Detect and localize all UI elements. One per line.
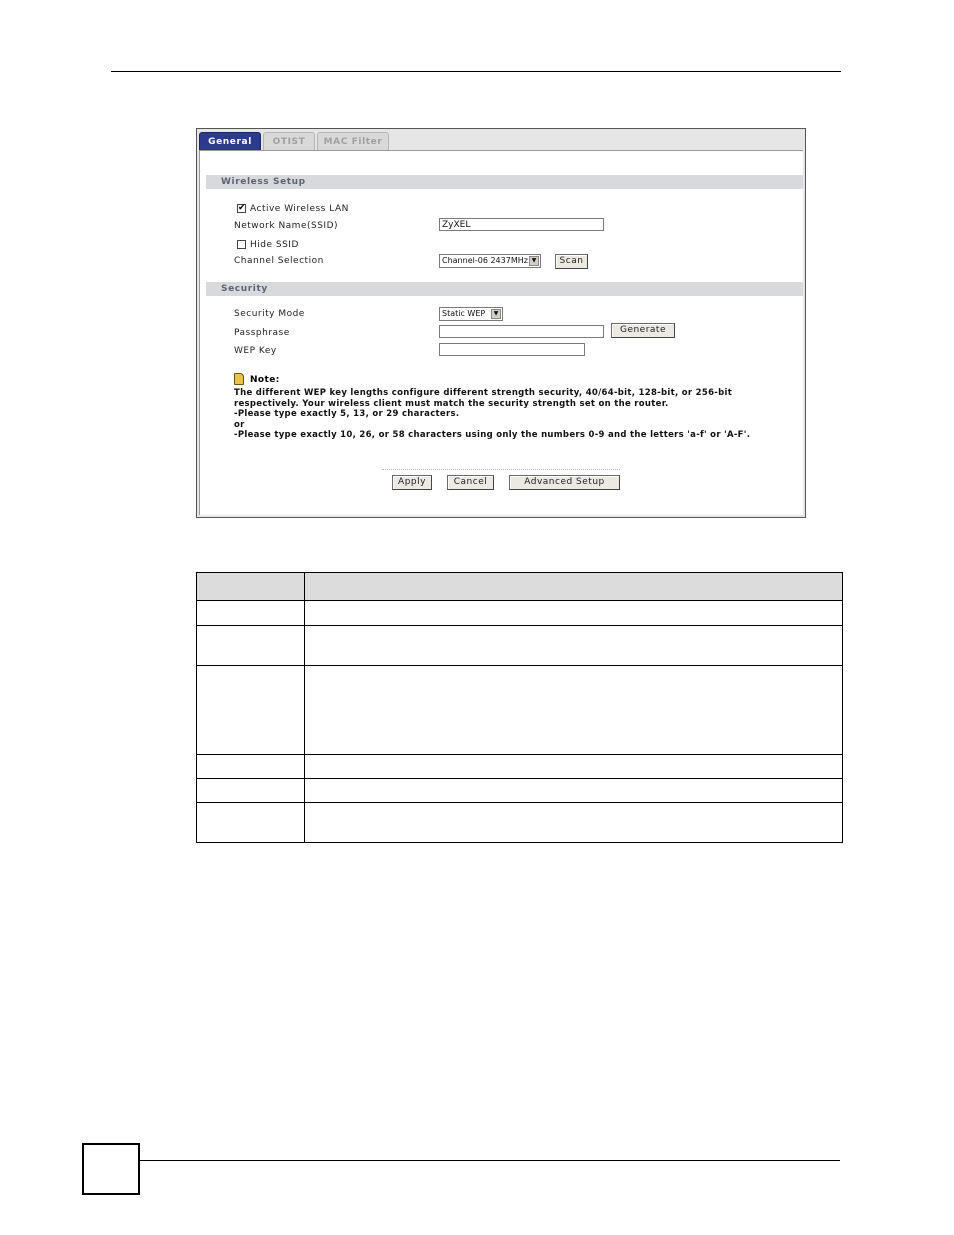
advanced-setup-button[interactable]: Advanced Setup (509, 475, 620, 490)
active-wireless-lan-label: Active Wireless LAN (250, 204, 349, 214)
channel-select[interactable] (439, 254, 541, 268)
note-line-2: respectively. Your wireless client must match the security strength set on the router. (234, 399, 669, 409)
table-cell (197, 755, 305, 779)
table-cell (305, 803, 843, 843)
table-header-row (197, 573, 843, 601)
header-rule (111, 71, 841, 72)
note-title: Note: (250, 375, 280, 385)
tab-otist[interactable]: OTIST (263, 132, 315, 150)
security-mode-value: Static WEP (442, 309, 486, 318)
wireless-general-screen (196, 128, 806, 518)
channel-selection-label: Channel Selection (234, 256, 324, 266)
table-cell (197, 666, 305, 755)
table-cell (197, 601, 305, 626)
content-area (199, 150, 803, 515)
chevron-down-icon: ▼ (491, 309, 501, 319)
security-mode-label: Security Mode (234, 309, 305, 319)
table-cell (305, 779, 843, 803)
passphrase-label: Passphrase (234, 328, 290, 338)
note-line-3: -Please type exactly 5, 13, or 29 characters. (234, 409, 460, 419)
table-cell (305, 666, 843, 755)
table-cell (197, 803, 305, 843)
table-row (197, 666, 843, 755)
table-cell (197, 573, 305, 601)
button-divider (382, 469, 620, 470)
hide-ssid-checkbox[interactable] (237, 240, 246, 249)
table-cell (305, 755, 843, 779)
passphrase-input[interactable] (439, 325, 604, 338)
table-cell (197, 779, 305, 803)
tab-bar (197, 129, 805, 151)
tab-mac-filter[interactable]: MAC Filter (317, 132, 389, 150)
section-security: Security (206, 282, 803, 296)
table-row (197, 626, 843, 666)
section-wireless-setup: Wireless Setup (206, 175, 803, 189)
footer-rule (140, 1160, 840, 1161)
channel-select-value: Channel-06 2437MHz (442, 256, 528, 265)
table-cell (305, 601, 843, 626)
table-row (197, 803, 843, 843)
tab-general[interactable]: General (199, 132, 261, 150)
table-cell (305, 573, 843, 601)
chevron-down-icon: ▼ (529, 256, 539, 266)
hide-ssid-label: Hide SSID (250, 240, 299, 250)
ssid-input[interactable] (439, 218, 604, 231)
note-line-5: -Please type exactly 10, 26, or 58 characters using only the numbers 0-9 and the letters 'a-f' or 'A-F'. (234, 430, 751, 440)
page-number-box (82, 1143, 140, 1195)
ssid-label: Network Name(SSID) (234, 221, 339, 231)
wep-key-label: WEP Key (234, 346, 277, 356)
table-row (197, 755, 843, 779)
note-line-1: The different WEP key lengths configure different strength security, 40/64-bit, 128-bit, or 256-bit (234, 388, 733, 398)
apply-button[interactable]: Apply (392, 475, 432, 490)
note-icon (234, 373, 244, 385)
field-description-table (196, 572, 843, 843)
generate-button[interactable]: Generate (611, 323, 675, 338)
table-row (197, 601, 843, 626)
active-wireless-lan-checkbox[interactable]: ✔ (238, 203, 246, 213)
table-cell (305, 626, 843, 666)
table-row (197, 779, 843, 803)
note-line-4: or (234, 420, 245, 430)
wep-key-input[interactable] (439, 343, 585, 356)
table-cell (197, 626, 305, 666)
security-mode-select[interactable] (439, 307, 503, 321)
cancel-button[interactable]: Cancel (447, 475, 494, 490)
scan-button[interactable]: Scan (555, 254, 588, 269)
